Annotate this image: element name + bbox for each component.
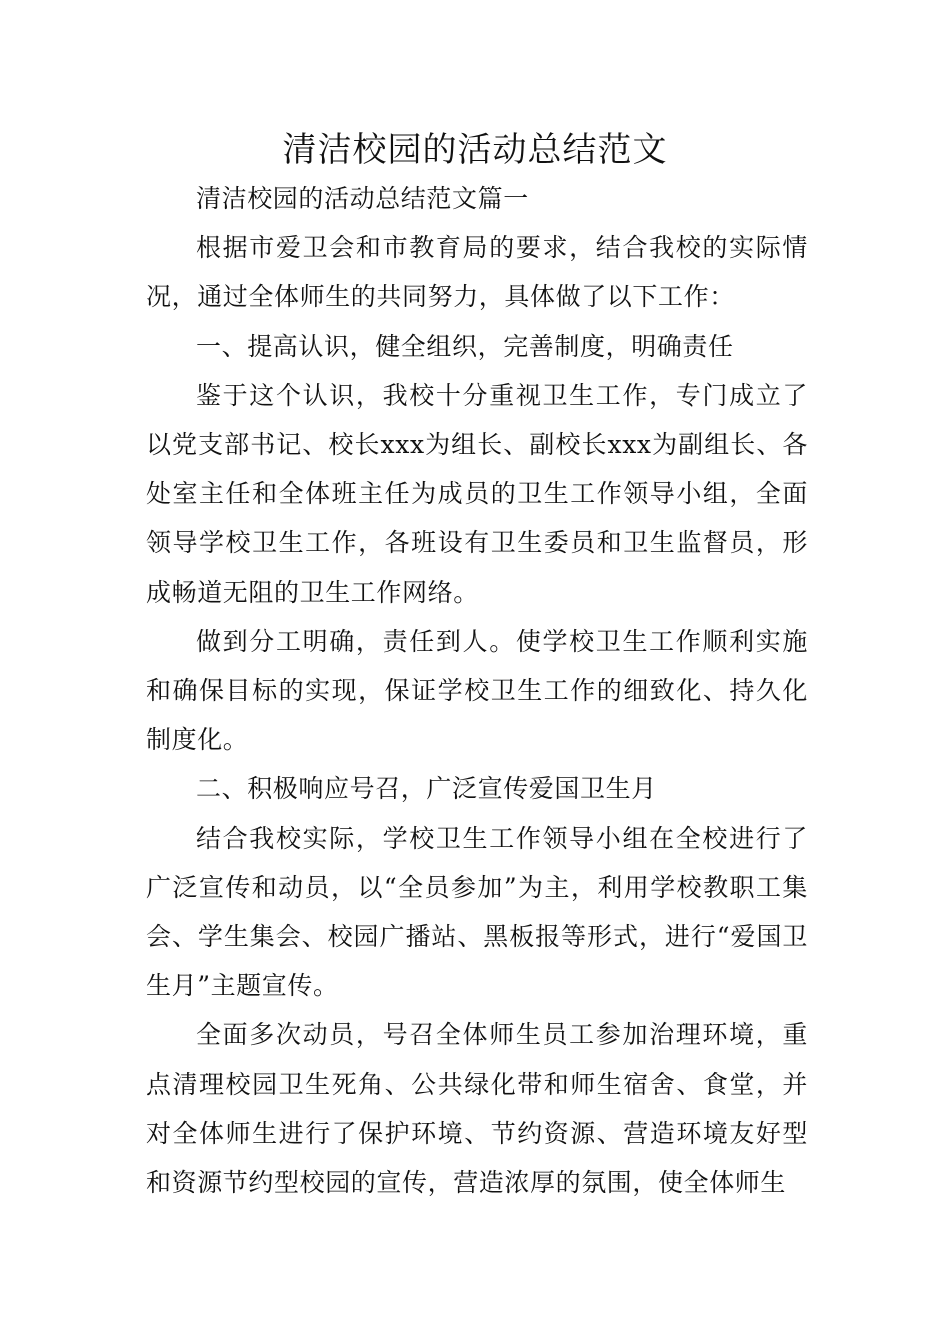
paragraph-subtitle: 清洁校园的活动总结范文篇一 — [196, 184, 529, 213]
paragraph: 做到分工明确，责任到人。使学校卫生工作顺利实施和确保目标的实现，保证学校卫生工作的细致化、持久化制度化。 — [146, 626, 808, 755]
section-heading-1: 一、提高认识，健全组织，完善制度，明确责任 — [196, 331, 734, 361]
document-body — [146, 174, 808, 1207]
document-title: 清洁校园的活动总结范文 — [282, 130, 668, 170]
paragraph: 根据市爱卫会和市教育局的要求，结合我校的实际情况，通过全体师生的共同努力，具体做了以下工作： — [146, 233, 808, 312]
section-heading-2: 二、积极响应号召，广泛宣传爱国卫生月 — [196, 774, 657, 804]
paragraph: 全面多次动员，号召全体师生员工参加治理环境，重点清理校园卫生死角、公共绿化带和师生宿舍、食堂，并对全体师生进行了保护环境、节约资源、营造环境友好型和资源节约型校园的宣传，营造浓厚的氛围，使全体师生 — [146, 1020, 808, 1198]
paragraph: 鉴于这个认识，我校十分重视卫生工作，专门成立了以党支部书记、校长xxx为组长、副校长xxx为副组长、各处室主任和全体班主任为成员的卫生工作领导小组，全面领导学校卫生工作，各班设有卫生委员和卫生监督员，形成畅道无阻的卫生工作网络。 — [146, 380, 808, 607]
paragraph: 结合我校实际，学校卫生工作领导小组在全校进行了广泛宣传和动员，以“全员参加”为主，利用学校教职工集会、学生集会、校园广播站、黑板报等形式，进行“爱国卫生月”主题宣传。 — [146, 823, 808, 1001]
